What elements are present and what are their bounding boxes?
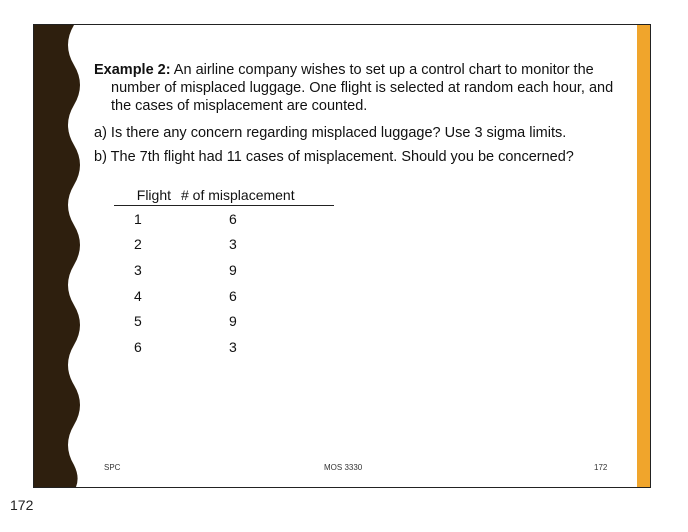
cell-flight: 6 <box>134 338 142 355</box>
slide-content <box>94 61 634 166</box>
cell-misplacement: 6 <box>229 210 237 227</box>
question-a: a) Is there any concern regarding misplaced luggage? Use 3 sigma limits. <box>94 125 567 141</box>
header-misplacement: # of misplacement <box>176 187 334 206</box>
table-row <box>114 283 334 309</box>
table-row <box>114 257 334 283</box>
cell-flight: 3 <box>134 261 142 278</box>
cell-misplacement: 3 <box>229 338 237 355</box>
table-row <box>114 206 334 232</box>
cell-misplacement: 3 <box>229 236 237 253</box>
example-label: Example 2: <box>94 62 171 78</box>
table-row <box>114 334 334 360</box>
example-text: An airline company wishes to set up a control chart to monitor the number of misplaced luggage. One flight is selected at random each hour, and the cases of misplacement are counted. <box>111 62 614 114</box>
slide <box>33 24 651 488</box>
cell-flight: 1 <box>134 210 142 227</box>
table-row <box>114 232 334 258</box>
footer-left: SPC <box>104 463 121 472</box>
cell-flight: 2 <box>134 236 142 253</box>
header-flight: Flight <box>114 187 176 206</box>
cell-flight: 5 <box>134 313 142 330</box>
misplacement-table <box>114 187 334 360</box>
footer-slide-number: 172 <box>594 463 608 472</box>
footer-center: MOS 3330 <box>324 463 363 472</box>
page-number: 172 <box>10 497 34 513</box>
example-paragraph <box>94 61 627 115</box>
cell-misplacement: 9 <box>229 261 237 278</box>
question-b: b) The 7th flight had 11 cases of misplacement. Should you be concerned? <box>94 149 574 165</box>
table-row <box>114 308 334 334</box>
cell-misplacement: 9 <box>229 313 237 330</box>
table-header-row <box>114 187 334 206</box>
accent-bar <box>637 25 650 487</box>
cell-misplacement: 6 <box>229 287 237 304</box>
cell-flight: 4 <box>134 287 142 304</box>
